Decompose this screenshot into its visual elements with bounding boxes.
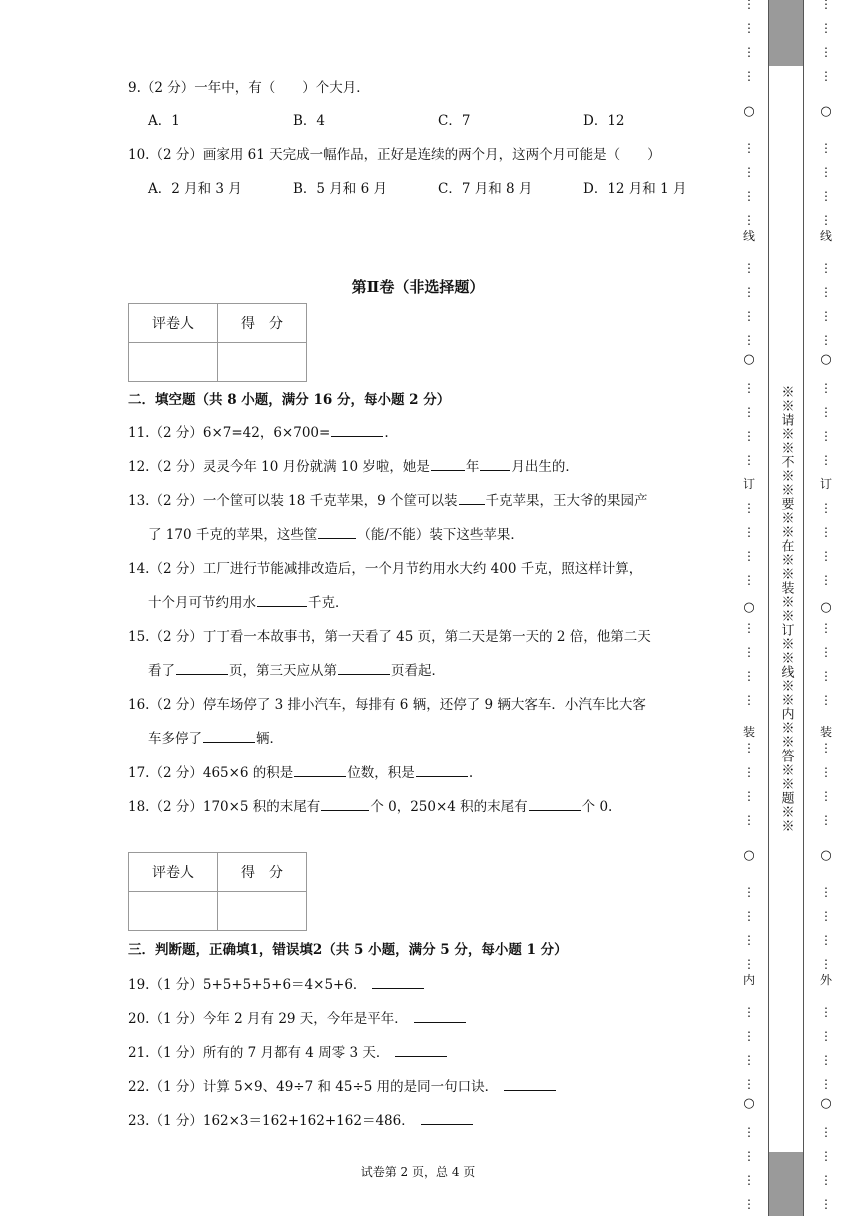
dot-mark: ⋮ [743, 789, 755, 803]
dot-mark: ⋮ [743, 1173, 755, 1187]
dot-mark: ⋮ [820, 453, 832, 467]
question-19: 19.（1 分）5+5+5+5+6＝4×5+6． [128, 973, 425, 993]
answer-blank [372, 974, 424, 989]
dot-mark: ⋮ [743, 1197, 755, 1211]
dot-mark: ⋮ [820, 741, 832, 755]
warning-text: ※※请※※不※※要※※在※※装※※订※※线※※内※※答※※题※※ [778, 385, 794, 833]
dot-mark: ⋮ [743, 405, 755, 419]
score-header: 得 分 [218, 304, 307, 343]
question-15: 15.（2 分）丁丁看一本故事书，第一天看了 45 页，第二天是第一天的 2 倍，他第二天 [128, 629, 651, 645]
dot-mark: ⋮ [743, 0, 755, 11]
question-14-cont: 十个月可节约用水 千克． [148, 591, 349, 611]
dot-mark: ⋮ [820, 573, 832, 587]
score-cell [218, 892, 307, 931]
dot-mark: ⋮ [743, 549, 755, 563]
dot-mark: ⋮ [743, 741, 755, 755]
dot-mark: ⋮ [820, 69, 832, 83]
reviewer-header: 评卷人 [129, 304, 218, 343]
binding-label: 订 [819, 477, 832, 491]
circle-mark: ○ [743, 848, 755, 863]
circle-mark: ○ [743, 600, 755, 615]
dot-mark: ⋮ [743, 621, 755, 635]
dot-mark: ⋮ [820, 429, 832, 443]
dot-mark: ⋮ [743, 645, 755, 659]
dot-mark: ⋮ [743, 909, 755, 923]
reviewer-cell [129, 343, 218, 382]
dot-mark: ⋮ [820, 621, 832, 635]
dot-mark: ⋮ [820, 765, 832, 779]
dot-mark: ⋮ [820, 261, 832, 275]
binding-label: 线 [819, 229, 832, 243]
dot-mark: ⋮ [820, 885, 832, 899]
binding-label: 装 [819, 725, 832, 739]
answer-blank [294, 762, 346, 777]
dot-mark: ⋮ [743, 765, 755, 779]
dot-mark: ⋮ [820, 1149, 832, 1163]
dot-mark: ⋮ [820, 333, 832, 347]
answer-blank [176, 660, 228, 675]
binding-label: 装 [742, 725, 755, 739]
question-23: 23.（1 分）162×3＝162+162+162＝486． [128, 1109, 474, 1129]
circle-mark: ○ [743, 104, 755, 119]
option-b: B．5 月和 6 月 [293, 181, 387, 197]
question-13-cont: 了 170 千克的苹果，这些筐 （能/不能）装下这些苹果． [148, 523, 524, 543]
question-22: 22.（1 分）计算 5×9、49÷7 和 45÷5 用的是同一句口诀． [128, 1075, 557, 1095]
score-table [128, 303, 307, 382]
answer-blank [529, 796, 581, 811]
answer-blank [480, 456, 510, 471]
inner-binding-line [742, 0, 756, 1216]
question-12: 12.（2 分）灵灵今年 10 月份就满 10 岁啦，她是 年 月出生的． [128, 455, 579, 475]
question-17: 17.（2 分）465×6 的积是 位数，积是 . [128, 761, 473, 781]
dot-mark: ⋮ [743, 933, 755, 947]
binding-label: 内 [742, 973, 755, 987]
answer-blank [504, 1076, 556, 1091]
dot-mark: ⋮ [743, 285, 755, 299]
dot-mark: ⋮ [820, 1077, 832, 1091]
dot-mark: ⋮ [743, 525, 755, 539]
option-c: C．7 月和 8 月 [438, 181, 533, 197]
answer-blank [416, 762, 468, 777]
circle-mark: ○ [820, 848, 832, 863]
circle-mark: ○ [743, 1096, 755, 1111]
dot-mark: ⋮ [743, 213, 755, 227]
dot-mark: ⋮ [743, 189, 755, 203]
score-table [128, 852, 307, 931]
dot-mark: ⋮ [743, 69, 755, 83]
gray-band-bottom [769, 1152, 803, 1216]
outer-binding-line [819, 0, 833, 1216]
dot-mark: ⋮ [820, 813, 832, 827]
score-header: 得 分 [218, 853, 307, 892]
answer-blank [331, 422, 383, 437]
dot-mark: ⋮ [820, 909, 832, 923]
dot-mark: ⋮ [743, 381, 755, 395]
binding-warning-strip [768, 0, 804, 1216]
reviewer-header: 评卷人 [129, 853, 218, 892]
answer-blank [431, 456, 465, 471]
question-9-options [148, 109, 708, 129]
dot-mark: ⋮ [743, 693, 755, 707]
option-d: D．12 [583, 113, 625, 129]
dot-mark: ⋮ [820, 957, 832, 971]
dot-mark: ⋮ [820, 45, 832, 59]
dot-mark: ⋮ [743, 957, 755, 971]
dot-mark: ⋮ [743, 501, 755, 515]
dot-mark: ⋮ [820, 669, 832, 683]
section-3-heading: 三．判断题，正确填1，错误填2（共 5 小题，满分 5 分，每小题 1 分） [128, 942, 568, 958]
dot-mark: ⋮ [820, 189, 832, 203]
dot-mark: ⋮ [820, 525, 832, 539]
question-10: 10.（2 分）画家用 61 天完成一幅作品，正好是连续的两个月，这两个月可能是（ ） [128, 147, 661, 163]
dot-mark: ⋮ [743, 309, 755, 323]
score-cell [218, 343, 307, 382]
dot-mark: ⋮ [820, 0, 832, 11]
answer-blank [257, 592, 307, 607]
dot-mark: ⋮ [820, 1053, 832, 1067]
dot-mark: ⋮ [820, 1197, 832, 1211]
part-2-title: 第Ⅱ卷（非选择题） [351, 278, 485, 296]
dot-mark: ⋮ [743, 1005, 755, 1019]
answer-blank [459, 490, 485, 505]
answer-blank [203, 728, 255, 743]
dot-mark: ⋮ [743, 1125, 755, 1139]
question-18: 18.（2 分）170×5 积的末尾有 个 0，250×4 积的末尾有 个 0. [128, 795, 612, 815]
dot-mark: ⋮ [743, 141, 755, 155]
option-a: A．1 [148, 113, 180, 129]
dot-mark: ⋮ [743, 1053, 755, 1067]
dot-mark: ⋮ [820, 693, 832, 707]
question-16-cont: 车多停了 辆． [148, 727, 283, 747]
question-10-options [148, 177, 708, 197]
dot-mark: ⋮ [820, 21, 832, 35]
circle-mark: ○ [820, 352, 832, 367]
dot-mark: ⋮ [820, 933, 832, 947]
question-16: 16.（2 分）停车场停了 3 排小汽车，每排有 6 辆，还停了 9 辆大客车．小汽车比大客 [128, 697, 646, 713]
dot-mark: ⋮ [743, 885, 755, 899]
page-footer: 试卷第 2 页，总 4 页 [360, 1165, 476, 1179]
dot-mark: ⋮ [820, 141, 832, 155]
gray-band-top [769, 0, 803, 66]
dot-mark: ⋮ [820, 381, 832, 395]
dot-mark: ⋮ [820, 1029, 832, 1043]
dot-mark: ⋮ [743, 45, 755, 59]
dot-mark: ⋮ [820, 645, 832, 659]
dot-mark: ⋮ [743, 453, 755, 467]
dot-mark: ⋮ [820, 789, 832, 803]
dot-mark: ⋮ [820, 1005, 832, 1019]
question-13: 13.（2 分）一个筐可以装 18 千克苹果，9 个筐可以装 千克苹果，王大爷的果园产 [128, 489, 648, 509]
circle-mark: ○ [820, 600, 832, 615]
question-20: 20.（1 分）今年 2 月有 29 天，今年是平年． [128, 1007, 467, 1027]
binding-label: 订 [742, 477, 755, 491]
question-9: 9.（2 分）一年中，有（ ）个大月． [128, 80, 370, 96]
option-c: C．7 [438, 113, 471, 129]
dot-mark: ⋮ [743, 573, 755, 587]
answer-blank [414, 1008, 466, 1023]
answer-blank [338, 660, 390, 675]
dot-mark: ⋮ [820, 165, 832, 179]
circle-mark: ○ [820, 104, 832, 119]
dot-mark: ⋮ [820, 309, 832, 323]
answer-blank [395, 1042, 447, 1057]
dot-mark: ⋮ [820, 1173, 832, 1187]
dot-mark: ⋮ [743, 813, 755, 827]
question-11: 11.（2 分）6×7=42，6×700= . [128, 421, 389, 441]
answer-blank [318, 524, 356, 539]
dot-mark: ⋮ [820, 1125, 832, 1139]
binding-label: 线 [742, 229, 755, 243]
dot-mark: ⋮ [743, 1029, 755, 1043]
circle-mark: ○ [743, 352, 755, 367]
dot-mark: ⋮ [743, 1149, 755, 1163]
binding-label: 外 [819, 973, 832, 987]
dot-mark: ⋮ [820, 405, 832, 419]
option-b: B．4 [293, 113, 326, 129]
question-14: 14.（2 分）工厂进行节能减排改造后，一个月节约用水大约 400 千克，照这样计算， [128, 561, 643, 577]
answer-blank [421, 1110, 473, 1125]
answer-blank [321, 796, 369, 811]
dot-mark: ⋮ [743, 261, 755, 275]
question-21: 21.（1 分）所有的 7 月都有 4 周零 3 天． [128, 1041, 448, 1061]
question-15-cont: 看了 页，第三天应从第 页看起． [148, 659, 445, 679]
dot-mark: ⋮ [820, 285, 832, 299]
dot-mark: ⋮ [820, 213, 832, 227]
reviewer-cell [129, 892, 218, 931]
dot-mark: ⋮ [743, 333, 755, 347]
dot-mark: ⋮ [820, 549, 832, 563]
option-a: A．2 月和 3 月 [148, 181, 242, 197]
option-d: D．12 月和 1 月 [583, 181, 687, 197]
dot-mark: ⋮ [743, 1077, 755, 1091]
section-2-heading: 二．填空题（共 8 小题，满分 16 分，每小题 2 分） [128, 392, 451, 408]
dot-mark: ⋮ [743, 669, 755, 683]
dot-mark: ⋮ [743, 429, 755, 443]
dot-mark: ⋮ [743, 21, 755, 35]
dot-mark: ⋮ [820, 501, 832, 515]
dot-mark: ⋮ [743, 165, 755, 179]
circle-mark: ○ [820, 1096, 832, 1111]
